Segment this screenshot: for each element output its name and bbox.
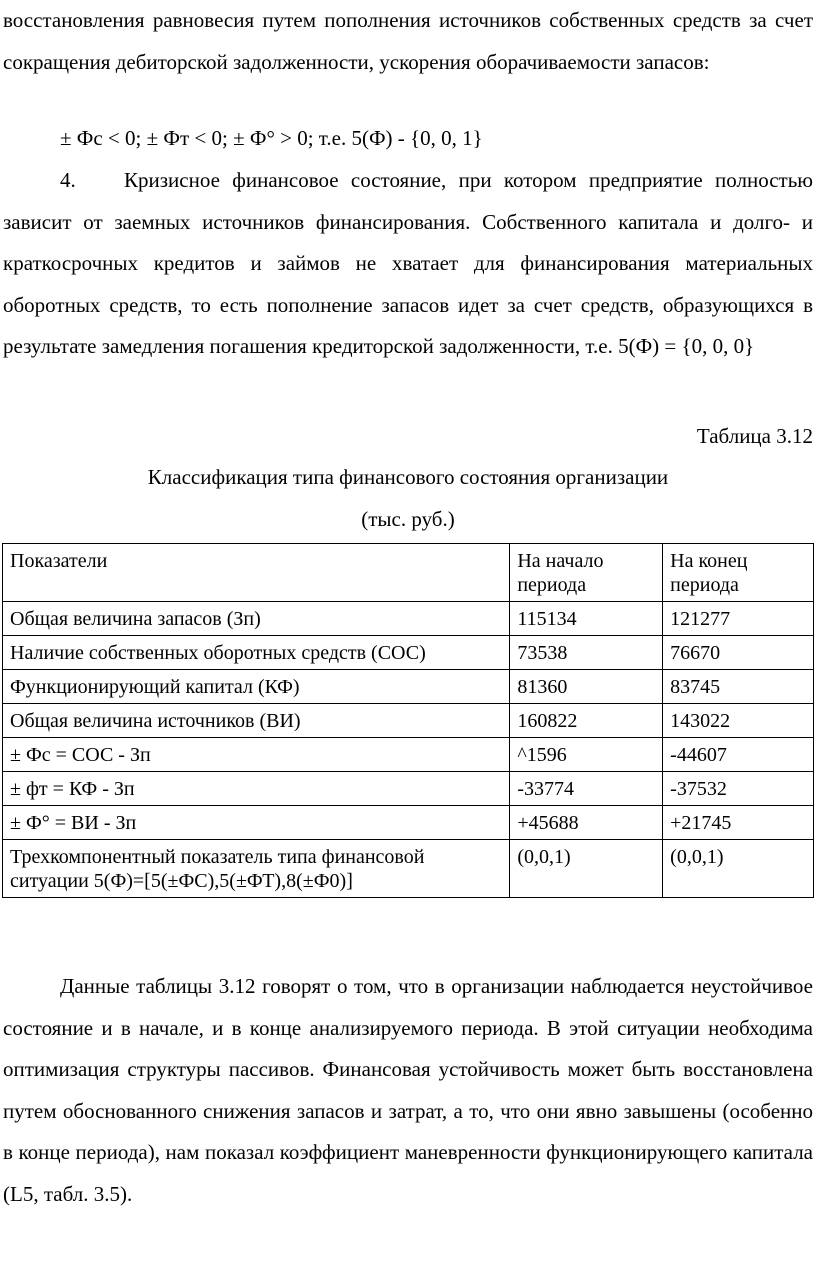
row-start-value: +45688	[510, 806, 663, 840]
header-period-start: На начало периода	[510, 544, 663, 602]
row-start-value: 115134	[510, 602, 663, 636]
intro-paragraph	[3, 0, 813, 83]
table-row	[3, 704, 814, 738]
item-4-number: 4.	[60, 168, 76, 192]
row-label: ± Ф° = ВИ - Зп	[3, 806, 510, 840]
header-period-end: На конец периода	[663, 544, 814, 602]
table-row	[3, 806, 814, 840]
intro-line-1: восстановления равновесия путем пополнения источников собственных	[3, 8, 665, 32]
row-label: Общая величина запасов (Зп)	[3, 602, 510, 636]
row-label: Наличие собственных оборотных средств (СОС)	[3, 636, 510, 670]
row-label: Трехкомпонентный показатель типа финансовой ситуации 5(Ф)=[5(±ФС),5(±ФТ),8(±Ф0)]	[3, 840, 510, 898]
table-row	[3, 602, 814, 636]
conclusion-paragraph: Данные таблицы 3.12 говорят о том, что в организации наблюдается неустойчивое состояние и в начале, и в конце анализируемого периода. В этой ситуации необходима оптимизация структуры пассивов. Финансовая устойчивость может быть восстановлена путем обоснованного снижения запасов и затрат, а то, что они явно завышены (особенно в конце периода), нам показал коэффициент маневренности функционирующего капитала (L5, табл. 3.5).	[3, 974, 813, 1206]
row-label: ± фт = КФ - Зп	[3, 772, 510, 806]
row-label: ± Фс = СОС - Зп	[3, 738, 510, 772]
item-4-paragraph	[3, 160, 813, 368]
financial-state-table	[2, 543, 814, 898]
table-row	[3, 670, 814, 704]
table-row	[3, 840, 814, 898]
table-label: Таблица 3.12	[696, 424, 813, 448]
row-start-value: ^1596	[510, 738, 663, 772]
row-end-value: 83745	[663, 670, 814, 704]
row-label: Функционирующий капитал (КФ)	[3, 670, 510, 704]
row-end-value: -44607	[663, 738, 814, 772]
row-start-value: 81360	[510, 670, 663, 704]
header-indicator: Показатели	[3, 544, 510, 602]
row-label: Общая величина источников (ВИ)	[3, 704, 510, 738]
row-end-value: 143022	[663, 704, 814, 738]
row-start-value: 73538	[510, 636, 663, 670]
row-end-value: 121277	[663, 602, 814, 636]
row-start-value: (0,0,1)	[510, 840, 663, 898]
table-units: (тыс. руб.)	[361, 507, 455, 531]
item-4-text: Кризисное финансовое состояние, при котором предприятие полностью зависит от заемных источников финансирования. Собственного капитала и долго- и краткосрочных кредитов и займов не хватает для финансирования материальных оборотных средств, то есть пополнение запасов идет за счет средств, образующихся в результате замедления погашения кредиторской задолженности, т.е. 5(Ф) = {0, 0, 0}	[3, 168, 813, 358]
table-row	[3, 738, 814, 772]
intro-line-2: средств за счет сокращения дебиторской задолженности, ускорения	[3, 8, 813, 74]
table-header-row	[3, 544, 814, 602]
intro-line-3: оборачиваемости запасов:	[475, 49, 710, 74]
row-start-value: -33774	[510, 772, 663, 806]
row-end-value: (0,0,1)	[663, 840, 814, 898]
table-title: Классификация типа финансового состояния организации	[147, 465, 669, 489]
row-start-value: 160822	[510, 704, 663, 738]
row-end-value: 76670	[663, 636, 814, 670]
table-row	[3, 772, 814, 806]
row-end-value: +21745	[663, 806, 814, 840]
table-row	[3, 636, 814, 670]
formula-type-3: ± Фс < 0; ± Фт < 0; ± Ф° > 0; т.е. 5(Ф) - {0, 0, 1}	[60, 126, 483, 150]
row-end-value: -37532	[663, 772, 814, 806]
